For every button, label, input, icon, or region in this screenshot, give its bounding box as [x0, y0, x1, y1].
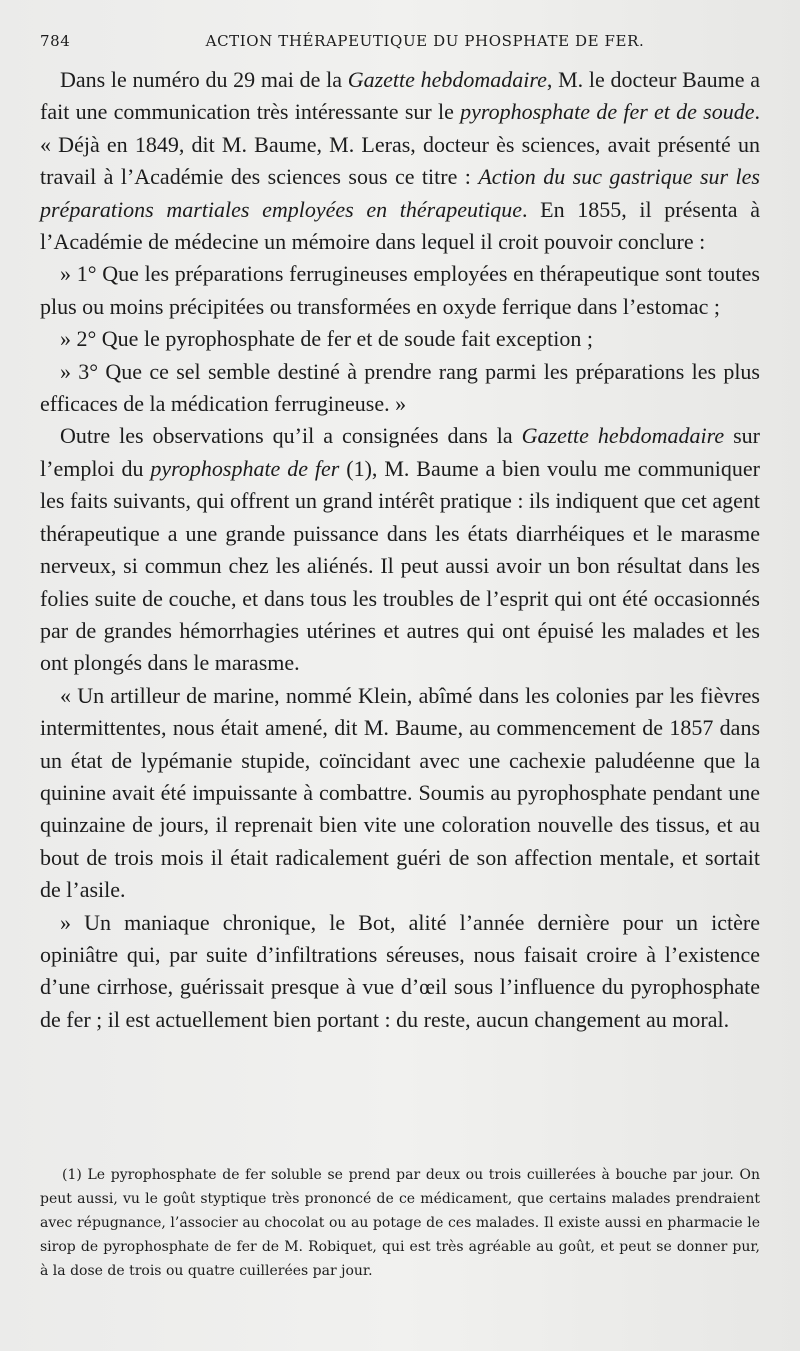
paragraph-intro-part-a: Dans le numéro du 29 mai de la: [60, 67, 348, 92]
case-klein: « Un artilleur de marine, nommé Klein, abîmé dans les colonies par les fièvres intermittentes, nous était amené, dit M. Baume, au commencement de 1857 dans un état de lypémanie stupide, coïncidant avec une cachexie paludéenne que la quinine avait été impuissante à combattre. Soumis au pyrophosphate pendant une quinzaine de jours, il reprenait bien vite une coloration nouvelle des tissus, et au bout de trois mois il était radicalement guéri de son affection mentale, et sortait de l’asile.: [40, 682, 760, 903]
paragraph-intro-part-e: . « Déjà en 1849, dit M. Baume, M. Leras, docteur ès sciences, avait présenté un travail à l’Académie des sciences sous ce titre :: [40, 99, 761, 190]
running-head: ACTION THÉRAPEUTIQUE DU PHOSPHATE DE FER.: [205, 32, 645, 50]
conclusion-3: » 3° Que ce sel semble destiné à prendre rang parmi les préparations les plus efficaces de la médication ferrugineuse. »: [40, 358, 760, 417]
paragraph-observations-part-e: (1), M. Baume a bien voulu me communiquer les faits suivants, qui offrent un grand intérêt pratique : ils indiquent que cet agent thérapeutique a une grande puissance dans les états diarrhéiques et le marasme nerveux, si commun chez les aliénés. Il peut aussi avoir un bon résultat dans les folies suite de couche, et dans tous les troubles de l’esprit qui ont été occasionnés par de grandes hémorrhagies utérines et autres qui ont épuisé les malades et les ont plongés dans le marasme.: [40, 455, 761, 676]
journal-title-2: Gazette hebdomadaire: [521, 423, 725, 449]
paragraph-observations-part-a: Outre les observations qu’il a consignées dans la: [60, 423, 522, 449]
journal-title: Gazette hebdomadaire: [347, 67, 547, 92]
paragraph-intro: [40, 64, 760, 258]
footnote-1: (1) Le pyrophosphate de fer soluble se prend par deux ou trois cuillerées à bouche par jour. On peut aussi, vu le goût styptique très prononcé de ce médicament, que certains malades prendraient avec répugnance, l’associer au chocolat ou au potage de ces malades. Il existe aussi en pharmacie le sirop de pyrophosphate de fer de M. Robiquet, qui est très agréable au goût, et peut se donner pur, à la dose de trois ou quatre cuillerées par jour.: [40, 1167, 760, 1279]
page-header: [40, 32, 760, 58]
paragraph-observations: [40, 420, 760, 679]
conclusion-2: » 2° Que le pyrophosphate de fer et de soude fait exception ;: [60, 326, 593, 352]
case-le-bot: » Un maniaque chronique, le Bot, alité l’année dernière pour un ictère opiniâtre qui, par suite d’infiltrations séreuses, nous faisait croire à l’existence d’une cirrhose, guérissait presque à vue d’œil sous l’influence du pyrophosphate de fer ; il est actuellement bien portant : du reste, aucun changement au moral.: [40, 909, 760, 1032]
substance-name-2: pyrophosphate de fer: [150, 455, 340, 481]
substance-name: pyrophosphate de fer et de soude: [460, 99, 755, 125]
page-number: 784: [40, 32, 71, 50]
work-title: Action du suc gastrique sur les préparations martiales employées en thérapeutique: [40, 164, 760, 222]
conclusion-1: » 1° Que les préparations ferrugineuses employées en thérapeutique sont toutes plus ou moins précipitées ou transformées en oxyde ferrique dans l’estomac ;: [40, 261, 760, 319]
paragraph-observations-part-c: sur l’emploi du: [40, 423, 760, 481]
main-text: [40, 64, 760, 1036]
footnotes: [40, 1163, 760, 1283]
paragraph-intro-part-g: . En 1855, il présenta à l’Académie de médecine un mémoire dans lequel il croit pouvoir conclure :: [40, 196, 760, 255]
paragraph-intro-part-c: , M. le docteur Baume a fait une communication très intéressante sur le: [40, 67, 760, 125]
